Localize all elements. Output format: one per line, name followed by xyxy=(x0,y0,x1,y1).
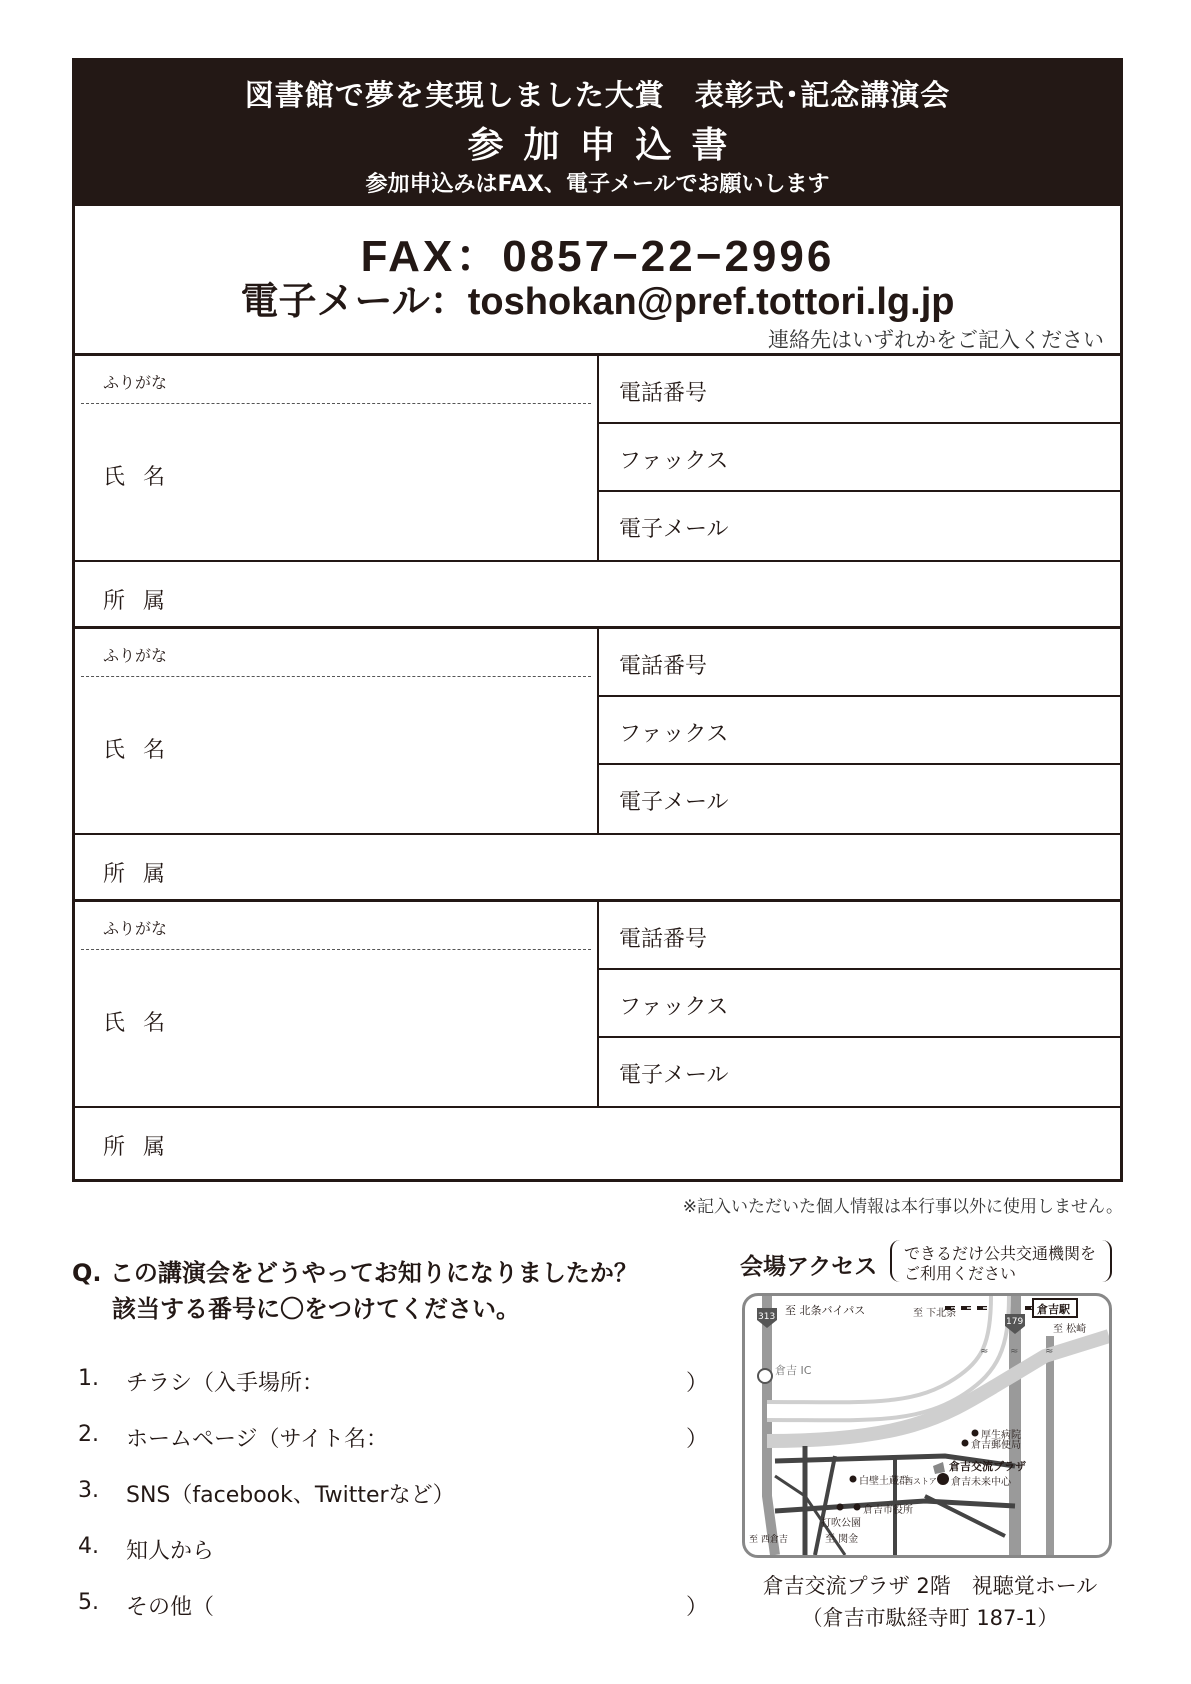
access-note xyxy=(890,1240,1112,1282)
furigana-label: ふりがな xyxy=(103,373,168,392)
route-179-label: 179 xyxy=(1006,1317,1024,1327)
plaza-label: 倉吉交流プラザ xyxy=(949,1460,1026,1473)
river-wave-icon: ≈ xyxy=(1010,1346,1019,1357)
option-close-paren: ） xyxy=(685,1595,708,1620)
affiliation-cell[interactable] xyxy=(75,833,1120,902)
fax-number: FAX：0857−22−2996 xyxy=(360,232,835,281)
option-5[interactable] xyxy=(78,1590,708,1646)
name-cell[interactable] xyxy=(75,356,599,560)
fax-cell[interactable] xyxy=(599,970,1123,1038)
phone-label: 電話番号 xyxy=(619,654,708,679)
privacy-note: ※記入いただいた個人情報は本行事以外に使用しません。 xyxy=(682,1197,1123,1217)
name-cell[interactable] xyxy=(75,629,599,833)
option-number: 4. xyxy=(78,1534,99,1559)
dashed-divider xyxy=(81,403,591,404)
name-label: 氏名 xyxy=(103,738,184,763)
option-3[interactable] xyxy=(78,1478,708,1534)
dashed-divider xyxy=(81,676,591,677)
ic-marker-icon xyxy=(758,1369,772,1383)
entry-block-1 xyxy=(75,356,1120,629)
affiliation-label: 所属 xyxy=(103,1135,184,1160)
phone-label: 電話番号 xyxy=(619,381,708,406)
kurayoshi-ic-label: 倉吉 IC xyxy=(775,1364,812,1377)
email-cell[interactable] xyxy=(599,765,1123,833)
bus-stop-label: 西ストア xyxy=(905,1477,937,1486)
affiliation-cell[interactable] xyxy=(75,560,1120,629)
access-note-line-2: ご利用ください xyxy=(904,1264,1017,1283)
option-number: 5. xyxy=(78,1590,99,1615)
option-text: チラシ（入手場所： xyxy=(126,1371,325,1396)
shimohojo-label: 至 下北条 xyxy=(913,1308,957,1319)
access-title: 会場アクセス xyxy=(740,1254,878,1280)
route-313-road xyxy=(767,1296,775,1555)
name-label: 氏名 xyxy=(103,465,184,490)
park-dot-icon xyxy=(837,1504,844,1511)
option-number: 2. xyxy=(78,1422,99,1447)
form-name: 参加申込書 xyxy=(467,125,748,166)
survey-question xyxy=(72,1255,638,1327)
mirai-center-label: 倉吉未来中心 xyxy=(951,1477,1011,1488)
contact-cells xyxy=(599,629,1123,833)
option-text: その他（ xyxy=(126,1595,215,1620)
shirakabe-dot-icon xyxy=(850,1476,857,1483)
option-4[interactable] xyxy=(78,1534,708,1590)
fax-label: ファックス xyxy=(619,722,729,747)
plaza-marker-icon xyxy=(933,1462,945,1474)
contact-cells xyxy=(599,356,1123,560)
river-wave-icon: ≈ xyxy=(980,1346,989,1357)
application-form xyxy=(72,58,1123,1182)
shirakabe-label: 白壁土蔵群 xyxy=(859,1476,909,1487)
sekigane-label: 至 関金 xyxy=(825,1534,859,1545)
option-number: 3. xyxy=(78,1478,99,1503)
contact-note: 連絡先はいずれかをご記入ください xyxy=(768,328,1104,352)
route-313-label: 313 xyxy=(758,1312,776,1322)
option-number: 1. xyxy=(78,1366,99,1391)
phone-cell[interactable] xyxy=(599,902,1123,970)
question-line-2: 該当する番号に〇をつけてください。 xyxy=(112,1295,520,1323)
affiliation-label: 所属 xyxy=(103,862,184,887)
fax-cell[interactable] xyxy=(599,697,1123,765)
fax-cell[interactable] xyxy=(599,424,1123,492)
post-office-label: 倉吉郵便局 xyxy=(971,1440,1021,1451)
fax-label: ファックス xyxy=(619,995,729,1020)
post-office-dot-icon xyxy=(962,1440,969,1447)
name-cell[interactable] xyxy=(75,902,599,1106)
kita-bypass-label: 至 北条バイパス xyxy=(785,1304,866,1317)
option-2[interactable] xyxy=(78,1422,708,1478)
river-wave-icon: ≈ xyxy=(1045,1346,1054,1357)
access-map xyxy=(742,1293,1112,1558)
contact-box xyxy=(75,206,1120,356)
email-cell[interactable] xyxy=(599,492,1123,560)
option-text: ホームページ（サイト名： xyxy=(126,1427,389,1452)
option-close-paren: ） xyxy=(685,1427,708,1452)
matsuzaki-label: 至 松崎 xyxy=(1053,1324,1087,1335)
dashed-divider xyxy=(81,949,591,950)
email-address: 電子メール：toshokan@pref.tottori.lg.jp xyxy=(240,281,955,323)
affiliation-label: 所属 xyxy=(103,589,184,614)
nishi-kurayoshi-label: 至 西倉吉 xyxy=(749,1535,788,1545)
survey-options xyxy=(78,1366,708,1646)
city-hall-dot-icon xyxy=(854,1504,861,1511)
email-label: 電子メール xyxy=(619,790,729,815)
phone-label: 電話番号 xyxy=(619,927,708,952)
option-text: 知人から xyxy=(126,1539,215,1564)
option-1[interactable] xyxy=(78,1366,708,1422)
entry-block-2 xyxy=(75,629,1120,902)
question-line-1: Q. この講演会をどうやってお知りになりましたか？ xyxy=(72,1259,638,1287)
email-label: 電子メール xyxy=(619,1063,729,1088)
phone-cell[interactable] xyxy=(599,356,1123,424)
form-header xyxy=(75,61,1120,206)
entry-block-3 xyxy=(75,902,1120,1175)
option-text: SNS（facebook、Twitterなど） xyxy=(126,1483,455,1508)
fax-label: ファックス xyxy=(619,449,729,474)
phone-cell[interactable] xyxy=(599,629,1123,697)
contact-cells xyxy=(599,902,1123,1106)
city-hall-label: 倉吉市役所 xyxy=(863,1505,913,1516)
event-title: 図書館で夢を実現しました大賞 表彰式･記念講演会 xyxy=(244,78,951,112)
access-note-line-1: できるだけ公共交通機関を xyxy=(904,1244,1097,1263)
venue-name: 倉吉交流プラザ 2階 視聴覚ホール xyxy=(762,1574,1098,1598)
venue-address-line: （倉吉市駄経寺町 187-1） xyxy=(801,1606,1059,1630)
mirai-center-marker-icon xyxy=(937,1473,949,1485)
affiliation-cell[interactable] xyxy=(75,1106,1120,1175)
venue-address xyxy=(740,1570,1120,1634)
submission-instruction: 参加申込みはFAX、電子メールでお願いします xyxy=(365,172,830,197)
name-label: 氏名 xyxy=(103,1011,184,1036)
email-cell[interactable] xyxy=(599,1038,1123,1106)
furigana-label: ふりがな xyxy=(103,919,168,938)
kurayoshi-station-label: 倉吉駅 xyxy=(1037,1303,1070,1316)
email-label: 電子メール xyxy=(619,517,729,542)
furigana-label: ふりがな xyxy=(103,646,168,665)
kosei-hospital-label: 厚生病院 xyxy=(981,1430,1021,1441)
utsubuki-park-label: 打吹公園 xyxy=(821,1518,861,1529)
option-close-paren: ） xyxy=(685,1371,708,1396)
